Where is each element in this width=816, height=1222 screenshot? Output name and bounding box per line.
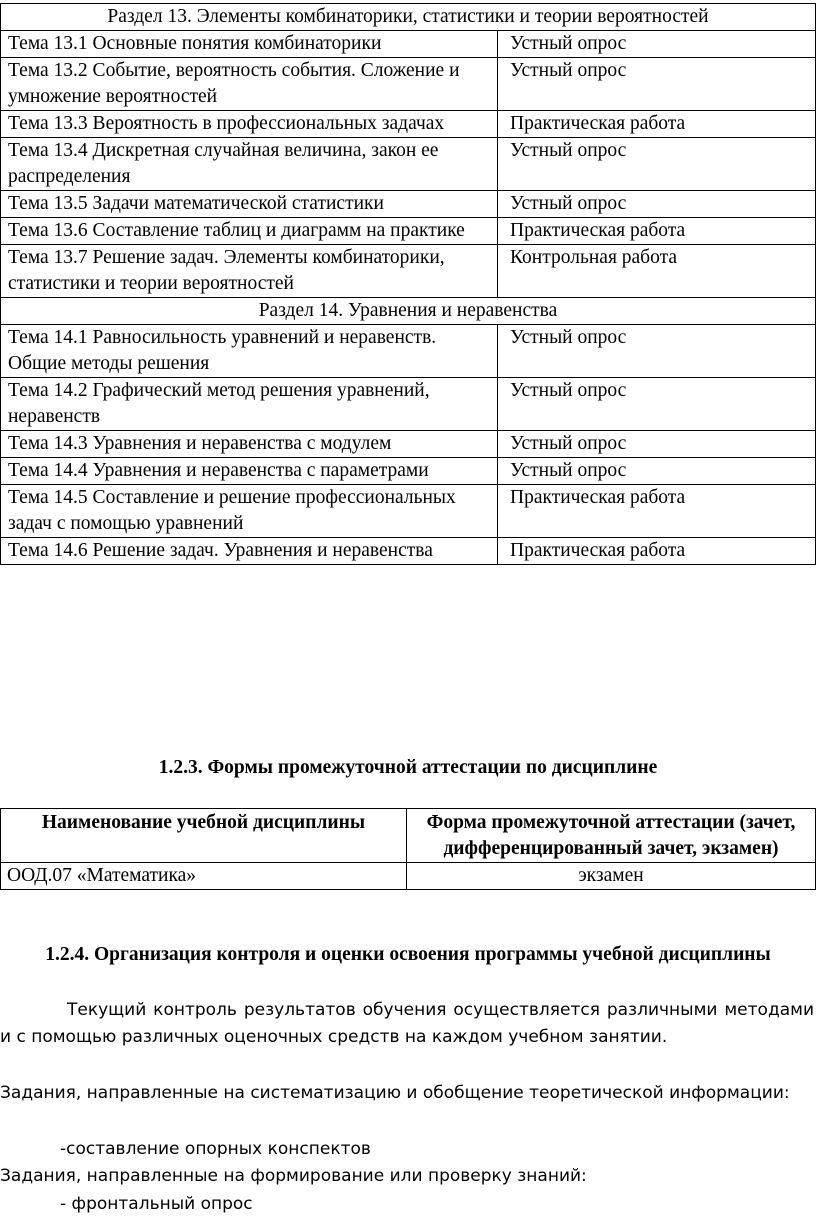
section-row — [1, 4, 816, 31]
schedule-table — [0, 3, 816, 565]
table-row — [1, 138, 816, 191]
table-row — [1, 325, 816, 378]
topic-cell: Тема 13.1 Основные понятия комбинаторики — [1, 31, 498, 58]
form-cell: Устный опрос — [498, 31, 816, 58]
header-form: Форма промежуточной аттестации (зачет, дифференцированный зачет, экзамен) — [407, 809, 816, 863]
list-item: -составление опорных конспектов — [60, 1139, 371, 1159]
header-discipline: Наименование учебной дисциплины — [1, 809, 407, 863]
table-row — [1, 191, 816, 218]
section-title: Раздел 14. Уравнения и неравенства — [1, 298, 816, 325]
topic-cell: Тема 14.4 Уравнения и неравенства с параметрами — [1, 458, 498, 485]
paragraph-systematization-tasks: Задания, направленные на систематизацию и обобщение теоретической информации: — [0, 1083, 790, 1103]
form-cell: Контрольная работа — [498, 245, 816, 298]
discipline-cell: ООД.07 «Математика» — [1, 863, 407, 890]
form-cell: Практическая работа — [498, 218, 816, 245]
table-row — [1, 31, 816, 58]
form-cell: Устный опрос — [498, 458, 816, 485]
table-row — [1, 378, 816, 431]
form-cell: Устный опрос — [498, 138, 816, 191]
topic-cell: Тема 13.2 Событие, вероятность события. Сложение и умножение вероятностей — [1, 58, 498, 111]
topic-cell: Тема 13.6 Составление таблиц и диаграмм на практике — [1, 218, 498, 245]
form-cell: Практическая работа — [498, 538, 816, 565]
table-row — [1, 218, 816, 245]
topic-cell: Тема 13.4 Дискретная случайная величина, закон ее распределения — [1, 138, 498, 191]
paragraph-knowledge-tasks: Задания, направленные на формирование или проверку знаний: — [0, 1166, 587, 1186]
table-row — [1, 458, 816, 485]
list-item: - фронтальный опрос — [60, 1194, 253, 1214]
form-cell: экзамен — [407, 863, 816, 890]
form-cell: Устный опрос — [498, 431, 816, 458]
topic-cell: Тема 14.2 Графический метод решения уравнений, неравенств — [1, 378, 498, 431]
paragraph-current-control: Текущий контроль результатов обучения осуществляется различными методами и с помощью различных оценочных средств на каждом учебном занятии. — [0, 1000, 814, 1047]
topic-cell: Тема 13.5 Задачи математической статистики — [1, 191, 498, 218]
table-row — [1, 863, 816, 890]
form-cell: Практическая работа — [498, 485, 816, 538]
topic-cell: Тема 13.7 Решение задач. Элементы комбинаторики, статистики и теории вероятностей — [1, 245, 498, 298]
form-cell: Практическая работа — [498, 111, 816, 138]
section-123-heading: 1.2.3. Формы промежуточной аттестации по дисциплине — [158, 757, 658, 778]
topic-cell: Тема 14.1 Равносильность уравнений и неравенств. Общие методы решения — [1, 325, 498, 378]
section-title: Раздел 13. Элементы комбинаторики, статистики и теории вероятностей — [1, 4, 816, 31]
form-cell: Устный опрос — [498, 325, 816, 378]
table-row — [1, 538, 816, 565]
table-row — [1, 485, 816, 538]
section-row — [1, 298, 816, 325]
table-row — [1, 58, 816, 111]
topic-cell: Тема 14.3 Уравнения и неравенства с модулем — [1, 431, 498, 458]
table-row — [1, 111, 816, 138]
topic-cell: Тема 14.5 Составление и решение профессиональных задач с помощью уравнений — [1, 485, 498, 538]
form-cell: Устный опрос — [498, 58, 816, 111]
form-cell: Устный опрос — [498, 378, 816, 431]
topic-cell: Тема 13.3 Вероятность в профессиональных задачах — [1, 111, 498, 138]
form-cell: Устный опрос — [498, 191, 816, 218]
table-row — [1, 431, 816, 458]
table-header-row — [1, 809, 816, 863]
table-row — [1, 245, 816, 298]
topic-cell: Тема 14.6 Решение задач. Уравнения и неравенства — [1, 538, 498, 565]
attestation-table — [0, 808, 816, 890]
section-124-heading: 1.2.4. Организация контроля и оценки освоения программы учебной дисциплины — [45, 944, 771, 965]
